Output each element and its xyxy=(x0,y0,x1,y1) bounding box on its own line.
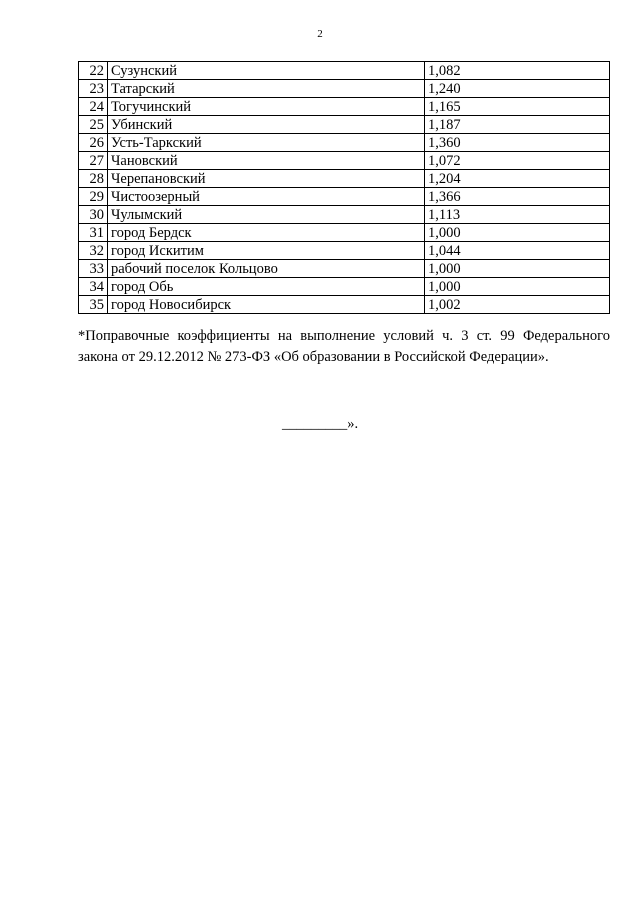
table-row xyxy=(79,170,610,188)
table-row xyxy=(79,62,610,80)
coefficient-value: 1,187 xyxy=(425,116,610,134)
coefficient-value: 1,360 xyxy=(425,134,610,152)
row-number: 23 xyxy=(79,80,108,98)
table-row xyxy=(79,98,610,116)
end-mark: _________». xyxy=(281,416,359,432)
row-number: 32 xyxy=(79,242,108,260)
municipality-name: Чистоозерный xyxy=(108,188,425,206)
coefficients-table-body xyxy=(79,62,610,314)
coefficient-value: 1,072 xyxy=(425,152,610,170)
row-number: 26 xyxy=(79,134,108,152)
table-row xyxy=(79,242,610,260)
coefficient-value: 1,000 xyxy=(425,260,610,278)
row-number: 31 xyxy=(79,224,108,242)
footnote: *Поправочные коэффициенты на выполнение условий ч. 3 ст. 99 Федерального закона от 29.12.2012 № 273-ФЗ «Об образовании в Российской Федерации». xyxy=(78,328,610,365)
table-row xyxy=(79,152,610,170)
row-number: 24 xyxy=(79,98,108,116)
municipality-name: город Бердск xyxy=(108,224,425,242)
municipality-name: Чановский xyxy=(108,152,425,170)
municipality-name: Усть-Таркский xyxy=(108,134,425,152)
municipality-name: Убинский xyxy=(108,116,425,134)
municipality-name: город Новосибирск xyxy=(108,296,425,314)
table-row xyxy=(79,206,610,224)
row-number: 29 xyxy=(79,188,108,206)
coefficient-value: 1,113 xyxy=(425,206,610,224)
municipality-name: Татарский xyxy=(108,80,425,98)
row-number: 28 xyxy=(79,170,108,188)
coefficient-value: 1,044 xyxy=(425,242,610,260)
row-number: 25 xyxy=(79,116,108,134)
coefficient-value: 1,240 xyxy=(425,80,610,98)
table-row xyxy=(79,80,610,98)
table-row xyxy=(79,278,610,296)
table-row xyxy=(79,260,610,278)
row-number: 22 xyxy=(79,62,108,80)
coefficient-value: 1,000 xyxy=(425,224,610,242)
municipality-name: Черепановский xyxy=(108,170,425,188)
municipality-name: город Обь xyxy=(108,278,425,296)
coefficient-value: 1,082 xyxy=(425,62,610,80)
page-number: 2 xyxy=(317,28,323,40)
coefficients-table xyxy=(78,61,610,314)
coefficient-value: 1,366 xyxy=(425,188,610,206)
row-number: 35 xyxy=(79,296,108,314)
table-row xyxy=(79,296,610,314)
table-row xyxy=(79,116,610,134)
row-number: 30 xyxy=(79,206,108,224)
municipality-name: Тогучинский xyxy=(108,98,425,116)
row-number: 34 xyxy=(79,278,108,296)
coefficient-value: 1,000 xyxy=(425,278,610,296)
table-row xyxy=(79,224,610,242)
municipality-name: Сузунский xyxy=(108,62,425,80)
municipality-name: Чулымский xyxy=(108,206,425,224)
table-row xyxy=(79,188,610,206)
coefficient-value: 1,165 xyxy=(425,98,610,116)
coefficient-value: 1,002 xyxy=(425,296,610,314)
municipality-name: рабочий поселок Кольцово xyxy=(108,260,425,278)
table-row xyxy=(79,134,610,152)
municipality-name: город Искитим xyxy=(108,242,425,260)
row-number: 33 xyxy=(79,260,108,278)
row-number: 27 xyxy=(79,152,108,170)
coefficient-value: 1,204 xyxy=(425,170,610,188)
